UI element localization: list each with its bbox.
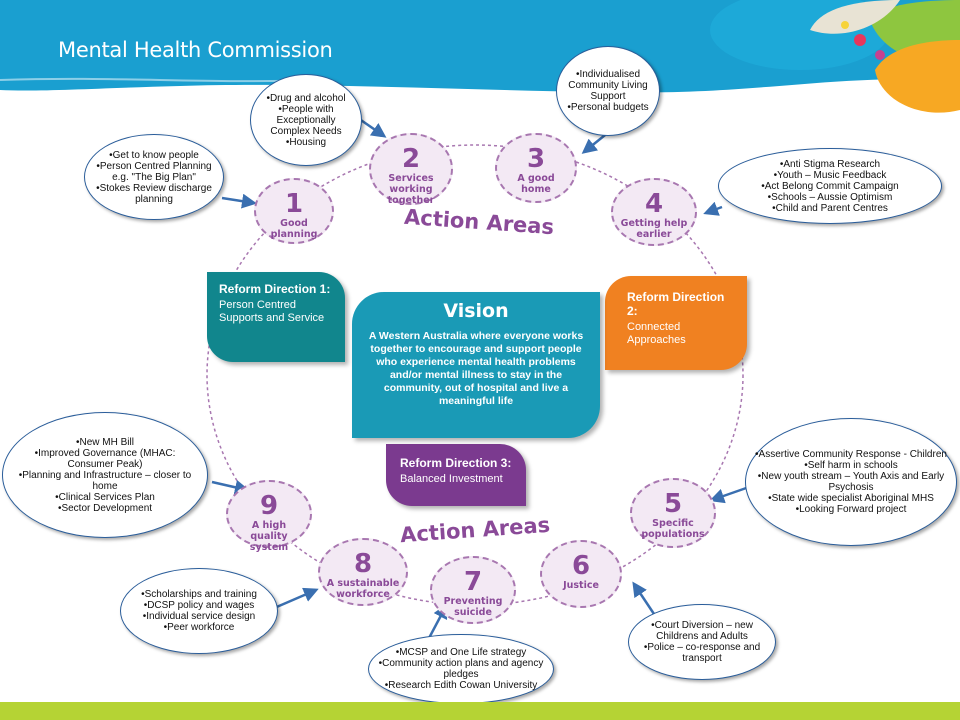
callout-1 [84, 134, 224, 220]
action-area-9 [226, 480, 312, 553]
callout-item: •Child and Parent Centres [772, 202, 888, 214]
action-area-5 [630, 478, 716, 548]
callout-7 [368, 634, 554, 704]
callout-item: •People with Exceptionally Complex Needs [270, 103, 342, 137]
arrow-8 [272, 590, 316, 609]
callout-item: •Scholarships and training [141, 589, 257, 600]
action-area-8 [318, 538, 408, 606]
callout-item: •Anti Stigma Research [779, 158, 881, 170]
action-area-label: Getting help earlier [620, 218, 688, 240]
callout-item: •Assertive Community Response - Children [755, 449, 947, 460]
logo: Mental Health Commission [58, 38, 333, 62]
callout-item: •Stokes Review discharge planning [96, 182, 212, 205]
callout-2 [250, 74, 362, 166]
action-area-label: Specific populations [641, 518, 705, 540]
reform-subtitle: Balanced Investment [400, 473, 503, 485]
reform-direction-2 [605, 276, 747, 370]
action-areas-label-top: Action Areas [403, 204, 555, 240]
callout-item: •New youth stream – Youth Axis and Early Psychosis [757, 471, 945, 493]
action-area-label: Good planning [270, 218, 318, 240]
action-area-number: 8 [353, 549, 373, 579]
callout-item: •New MH Bill [76, 436, 134, 448]
callout-item: •Act Belong Commit Campaign [761, 180, 899, 192]
callout-item: •Looking Forward project [795, 504, 907, 515]
action-area-2 [369, 133, 453, 205]
reform-subtitle: Person Centred Supports and Service [219, 299, 325, 324]
callout-item: •Drug and alcohol [266, 92, 346, 104]
reform-title: Reform Direction 2: [627, 290, 725, 318]
callout-item: •Community action plans and agency pledges [378, 658, 544, 680]
arrow-4 [706, 207, 722, 213]
arrow-1 [222, 198, 254, 203]
callout-item: •Youth – Music Feedback [773, 169, 887, 181]
callout-item: •State wide specialist Aboriginal MHS [768, 493, 934, 504]
action-area-label: Justice [563, 580, 599, 591]
callout-item: •Housing [285, 136, 327, 148]
callout-item: •Individualised Community Living Support [568, 69, 648, 102]
vision-text: A Western Australia where everyone works together to encourage and support people who experience mental health problems and/or mental illness to stay in the community, out of hospital and live a meaningful life [368, 330, 584, 407]
callout-item: •Police – co-response and transport [643, 642, 761, 664]
arrow-6 [634, 584, 654, 614]
action-area-3 [495, 133, 577, 203]
callout-item: •Clinical Services Plan [55, 491, 155, 503]
action-area-label: A high quality system [249, 520, 289, 553]
callout-8 [120, 568, 278, 654]
callout-3 [556, 46, 660, 136]
callout-item: •Schools – Aussie Optimism [767, 191, 893, 203]
action-area-number: 5 [663, 489, 683, 519]
action-area-number: 2 [401, 144, 421, 174]
callout-item: •MCSP and One Life strategy [395, 647, 527, 658]
callout-item: •Improved Governance (MHAC: Consumer Peak) [34, 447, 176, 470]
callout-4 [718, 148, 942, 224]
action-area-6 [540, 540, 622, 608]
callout-9 [2, 412, 208, 538]
callout-item: •Personal budgets [567, 102, 649, 113]
action-area-label: A good home [517, 173, 555, 195]
callout-item: •DCSP policy and wages [143, 600, 255, 611]
callout-6 [628, 604, 776, 680]
vision-box [352, 292, 600, 438]
callout-item: •Research Edith Cowan University [384, 680, 538, 691]
action-area-number: 4 [644, 189, 664, 219]
reform-direction-1 [207, 272, 345, 362]
callout-item: •Individual service design [142, 611, 256, 622]
reform-subtitle: Connected Approaches [627, 321, 686, 346]
action-area-number: 9 [259, 491, 279, 521]
callout-item: •Sector Development [57, 502, 153, 514]
bottom-bar [0, 702, 960, 720]
vision-title: Vision [443, 300, 509, 322]
callout-5 [745, 418, 957, 546]
callout-item: •Peer workforce [163, 622, 235, 633]
action-area-number: 7 [463, 567, 483, 597]
action-area-7 [430, 556, 516, 624]
action-area-4 [611, 178, 697, 246]
action-area-1 [254, 178, 334, 244]
action-area-number: 1 [284, 189, 304, 219]
callout-item: •Get to know people [109, 149, 199, 161]
callout-item: •Person Centred Planning e.g. "The Big Plan" [96, 160, 212, 183]
reform-title: Reform Direction 3: [400, 456, 512, 470]
action-area-label: A sustainable workforce [326, 578, 400, 600]
action-area-label: Preventing suicide [443, 596, 503, 618]
callout-item: •Planning and Infrastructure – closer to home [18, 469, 192, 492]
action-areas-label-bottom: Action Areas [399, 512, 551, 548]
callout-item: •Self harm in schools [804, 460, 898, 471]
reform-title: Reform Direction 1: [219, 282, 331, 296]
reform-direction-3 [386, 444, 526, 506]
action-area-number: 6 [571, 551, 591, 581]
callout-item: •Court Diversion – new Childrens and Adults [651, 620, 753, 642]
action-area-number: 3 [526, 144, 546, 174]
action-area-label: Services working together [387, 173, 435, 206]
